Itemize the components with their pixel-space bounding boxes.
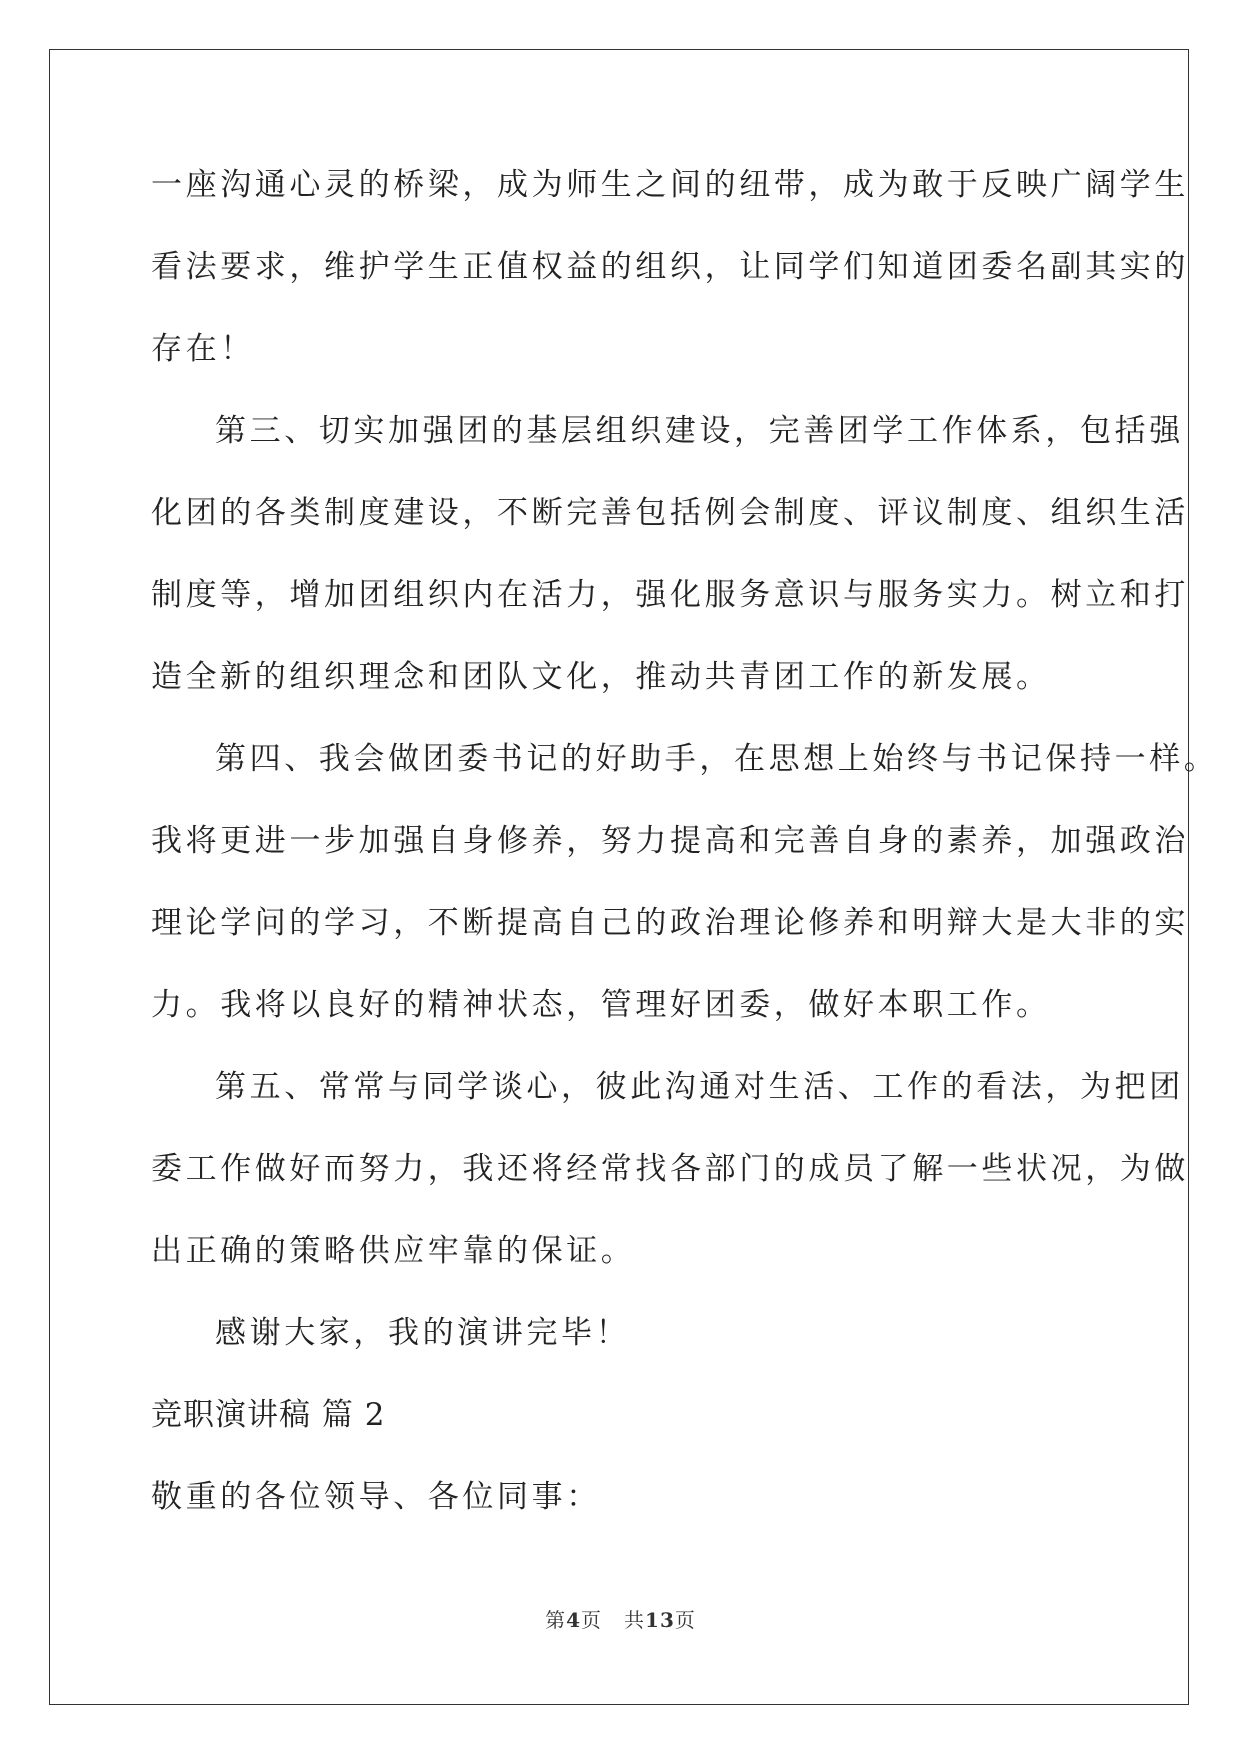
- paragraph-line: 出正确的策略供应牢靠的保证。: [151, 1233, 636, 1269]
- document-body: [151, 160, 1219, 1554]
- page-total: 13: [645, 1608, 675, 1632]
- paragraph-line: 力。我将以良好的精神状态，管理好团委，做好本职工作。: [151, 987, 1051, 1023]
- page-unit: 页: [581, 1608, 603, 1632]
- paragraph-line: 存在！: [151, 331, 255, 367]
- page-footer: [0, 1604, 1241, 1633]
- paragraph-line: 看法要求，维护学生正值权益的组织，让同学们知道团委名副其实的: [151, 249, 1189, 285]
- paragraph-line: 化团的各类制度建设，不断完善包括例会制度、评议制度、组织生活: [151, 495, 1189, 531]
- section-heading: 竞职演讲稿 篇 2: [151, 1397, 386, 1433]
- paragraph-line: 委工作做好而努力，我还将经常找各部门的成员了解一些状况，为做: [151, 1151, 1189, 1187]
- paragraph-line: 造全新的组织理念和团队文化，推动共青团工作的新发展。: [151, 659, 1051, 695]
- closing-line: 感谢大家，我的演讲完毕！: [215, 1315, 631, 1351]
- total-unit: 页: [674, 1608, 696, 1632]
- paragraph-line: 第四、我会做团委书记的好助手，在思想上始终与书记保持一样。: [215, 741, 1219, 777]
- paragraph-line: 第五、常常与同学谈心，彼此沟通对生活、工作的看法，为把团: [215, 1069, 1184, 1105]
- paragraph-line: 一座沟通心灵的桥梁，成为师生之间的纽带，成为敢于反映广阔学生: [151, 167, 1189, 203]
- paragraph-line: 我将更进一步加强自身修养，努力提高和完善自身的素养，加强政治: [151, 823, 1189, 859]
- paragraph-line: 制度等，增加团组织内在活力，强化服务意识与服务实力。树立和打: [151, 577, 1189, 613]
- salutation-line: 敬重的各位领导、各位同事：: [151, 1479, 601, 1515]
- paragraph-line: 理论学问的学习，不断提高自己的政治理论修养和明辩大是大非的实: [151, 905, 1189, 941]
- page-current: 4: [566, 1608, 582, 1632]
- paragraph-line: 第三、切实加强团的基层组织建设，完善团学工作体系，包括强: [215, 413, 1184, 449]
- page-prefix: 第: [545, 1608, 567, 1632]
- total-prefix: 共: [624, 1608, 646, 1632]
